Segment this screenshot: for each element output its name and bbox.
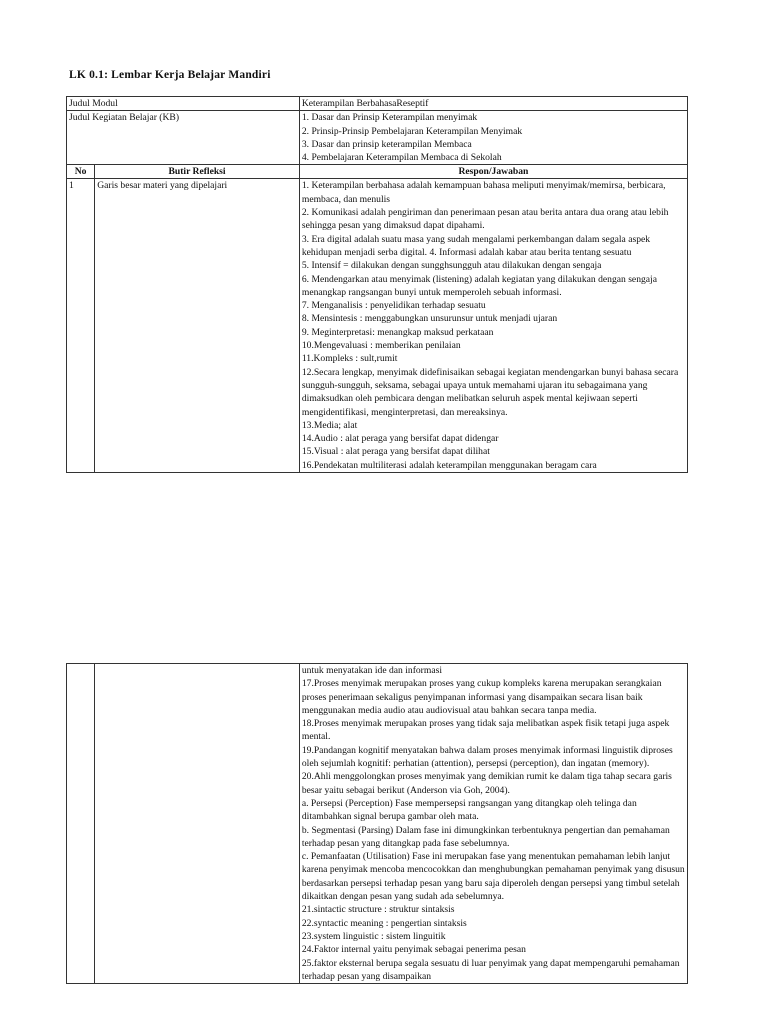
row-number-empty [67, 664, 95, 984]
answer-cell-continued [299, 664, 687, 984]
answer-item: 22.syntactic meaning : pengertian sintaksis [301, 917, 467, 929]
answer-item: 14.Audio : alat peraga yang bersifat dapat didengar [301, 433, 499, 445]
table-row [67, 664, 688, 984]
kb-list-cell [299, 111, 687, 165]
answer-item: 11.Kompleks : sult,rumit [301, 353, 398, 365]
reflection-item: Garis besar materi yang dipelajari [95, 179, 300, 473]
answer-item: 23.system linguistic : sistem linguitik [301, 930, 446, 942]
answer-item: b. Segmentasi (Parsing) Dalam fase ini dimungkinkan terbentuknya pengertian dan pemahaman terhadap pesan yang ditangkap pada fase sebelumnya. [301, 824, 670, 849]
answer-item: 20.Ahli menggolongkan proses menyimak yang demikian rumit ke dalam tiga tahap secara garis besar yaitu sebagai berikut (Anderson via Goh, 2004). [301, 771, 672, 796]
answer-item: 19.Pandangan kognitif menyatakan bahwa dalam proses menyimak informasi linguistik diproses oleh sejumlah kognitif: perhatian (attention), persepsi (perception), dan ingatan (memory). [301, 744, 673, 770]
header-butir: Butir Refleksi [95, 165, 300, 179]
answer-item: 9. Meginterpretasi: menangkap maksud perkataan [301, 326, 494, 338]
answer-item: 17.Proses menyimak merupakan proses yang cukup kompleks karena merupakan serangkaian proses penerimaan sekaligus penyimpanan informasi yang disampaikan secara lisan baik menggunakan media audio atau audiovisual atau bahkan secara tanpa media. [301, 678, 662, 716]
table-row [67, 179, 688, 473]
kb-item: 2. Prinsip-Prinsip Pembelajaran Keterampilan Menyimak [301, 125, 523, 137]
answer-item: 12.Secara lengkap, menyimak didefinisaikan sebagai kegiatan mendengarkan bunyi bahasa secara sungguh-sungguh, seksama, sebagai upaya untuk memahami ujaran itu sebagaimana yang dimaksudkan oleh pembicara dengan melibatkan seluruh aspek mental kejiwaan seperti mengidentifikasi, menginterpretasi, dan mereaksinya. [301, 366, 679, 418]
answer-item: 25.faktor eksternal berupa segala sesuatu di luar penyimak yang dapat mempengaruhi pemahaman terhadap pesan yang disampaikan [301, 957, 680, 982]
answer-item: 7. Menganalisis : penyelidikan terhadap sesuatu [301, 300, 486, 312]
answer-item: 10.Mengevaluasi : memberikan penilaian [301, 340, 461, 352]
header-no: No [67, 165, 95, 179]
kb-item: 3. Dasar dan prinsip keterampilan Membaca [301, 138, 472, 150]
answer-item: c. Pemanfaatan (Utilisation) Fase ini merupakan fase yang menentukan pemahaman lebih lanjut karena penyimak mencoba mencocokkan dan menghubungkan pemahaman penyimak yang disusun berdasarkan persepsi terhadap pesan yang baru saja diperoleh dengan persepsi yang timbul setelah dikaitkan dengan pesan yang sudah ada sebelumnya. [301, 851, 685, 903]
page-title: LK 0.1: Lembar Kerja Belajar Mandiri [69, 69, 271, 81]
answer-item: 2. Komunikasi adalah pengiriman dan penerimaan pesan atau berita antara dua orang atau lebih sehingga pesan yang dimaksud dapat dipahami. [301, 207, 669, 232]
answer-item: 5. Intensif = dilakukan dengan sungghsungguh atau dilakukan dengan sengaja [301, 260, 602, 272]
module-title-label: Judul Modul [67, 97, 300, 111]
answer-item: 18.Proses menyimak merupakan proses yang tidak saja melibatkan aspek fisik tetapi juga aspek mental. [301, 718, 670, 743]
answer-item: 16.Pendekatan multiliterasi adalah keterampilan menggunakan beragam cara [301, 459, 597, 471]
answer-item: 15.Visual : alat peraga yang bersifat dapat dilihat [301, 446, 490, 458]
header-row [67, 165, 688, 179]
answer-item: 3. Era digital adalah suatu masa yang sudah mengalami perkembangan dalam segala aspek kehidupan menjadi serba digital. 4. Informasi adalah kabar atau berita tentang sesuatu [301, 233, 651, 258]
answer-cell [299, 179, 687, 473]
reflection-item-empty [95, 664, 300, 984]
worksheet-table-page-2 [66, 663, 688, 984]
answer-item: untuk menyatakan ide dan informasi [301, 665, 442, 676]
module-title-value: Keterampilan BerbahasaReseptif [299, 97, 687, 111]
header-respon: Respon/Jawaban [299, 165, 687, 179]
answer-item: 8. Mensintesis : menggabungkan unsurunsur untuk menjadi ujaran [301, 313, 558, 325]
answer-item: 13.Media; alat [301, 419, 358, 431]
kb-item: 1. Dasar dan Prinsip Keterampilan menyimak [301, 112, 478, 124]
kb-title-label: Judul Kegiatan Belajar (KB) [67, 111, 300, 165]
answer-item: 21.sintactic structure : struktur sintaksis [301, 904, 455, 916]
kb-title-row [67, 111, 688, 165]
answer-item: a. Persepsi (Perception) Fase mempersepsi rangsangan yang ditangkap oleh telinga dan ditambahkan signal berupa gambar oleh mata. [301, 797, 637, 823]
worksheet-table-page-1 [66, 96, 688, 473]
answer-item: 6. Mendengarkan atau menyimak (listening) adalah kegiatan yang dilakukan dengan sengaja menangkap rangsangan bunyi untuk memperoleh sebuah informasi. [301, 273, 657, 298]
kb-item: 4. Pembelajaran Keterampilan Membaca di Sekolah [301, 152, 502, 164]
answer-item: 24.Faktor internal yaitu penyimak sebagai penerima pesan [301, 944, 526, 956]
row-number: 1 [67, 179, 95, 473]
answer-item: 1. Keterampilan berbahasa adalah kemampuan bahasa meliputi menyimak/memirsa, berbicara, membaca, dan menulis [301, 180, 666, 205]
module-title-row [67, 97, 688, 111]
